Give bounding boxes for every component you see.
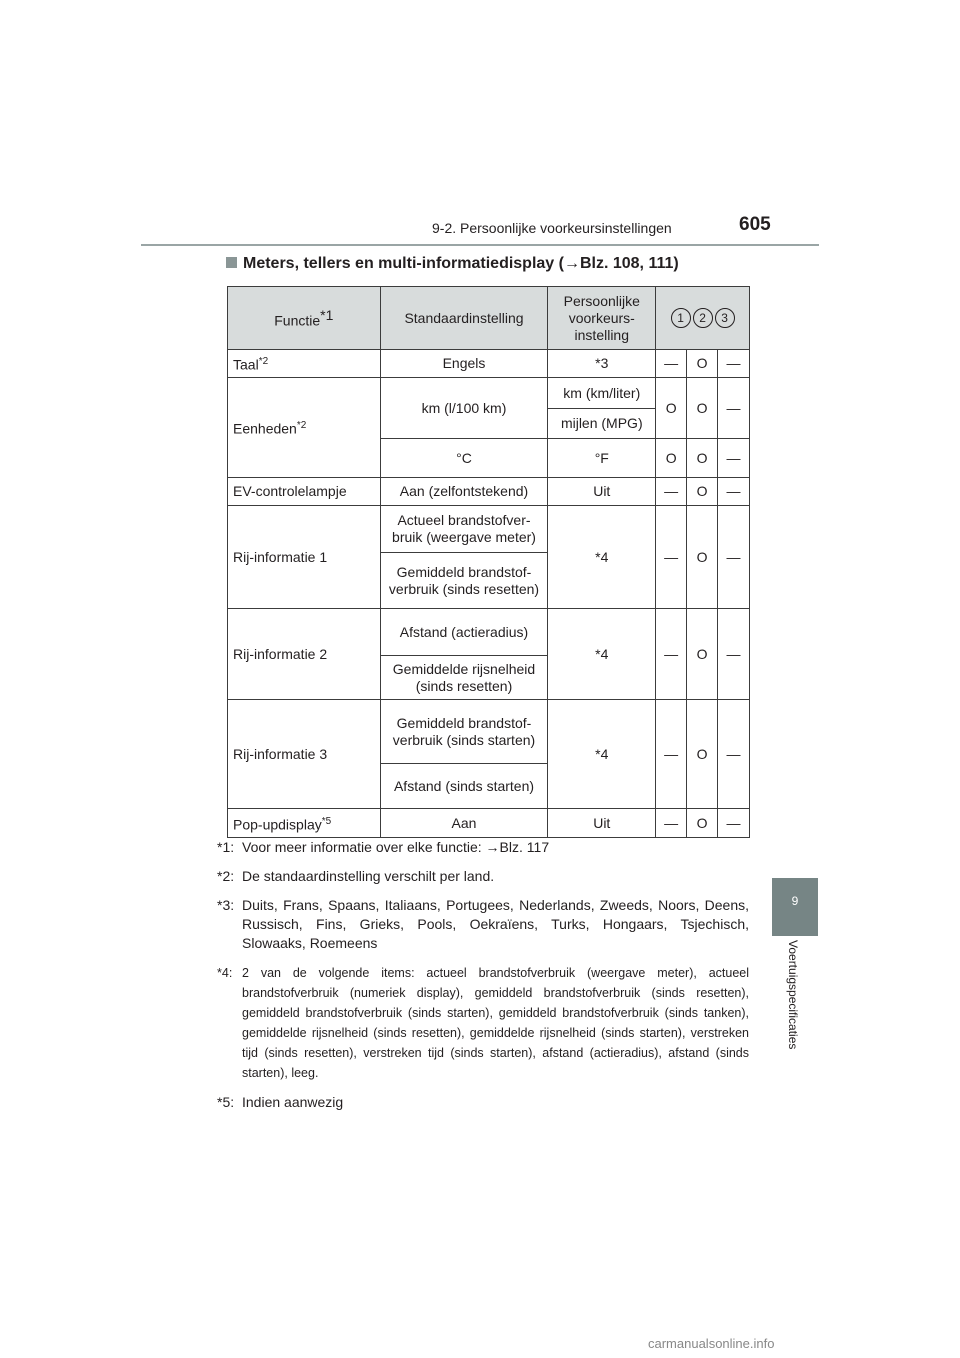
col-function: Functie$^{*1}$ — [228, 287, 381, 350]
page-number: 605 — [739, 214, 771, 235]
footnotes — [217, 838, 749, 1122]
table-row: Pop-updisplay$^{*5}$ Aan Uit — O — — [228, 809, 750, 838]
footnote-2: *2: De standaardinstelling verschilt per land. — [217, 868, 495, 884]
table-row: Rij-informatie 1 Actueel brandstofver-bruik (weergave meter) *4 — O — — [228, 506, 750, 553]
table-row: mijlen (MPG) — [228, 409, 750, 439]
circle-3-icon: 3 — [715, 308, 735, 328]
col-default: Standaardinstelling — [380, 287, 548, 350]
circle-1-icon: 1 — [671, 308, 691, 328]
chapter-label-wrap — [782, 940, 808, 1080]
table-row: EV-controlelampje Aan (zelfontstekend) Uit — O — — [228, 478, 750, 506]
col-custom: Persoonlijke voorkeurs-instelling — [548, 287, 656, 350]
chapter-tab[interactable]: 9 — [772, 878, 818, 936]
chapter-label: Voertuigspecificaties — [786, 940, 800, 1050]
section-title-text: Meters, tellers en multi-informatiedisplay (→Blz. 108, 111) — [243, 255, 679, 272]
table-row: Rij-informatie 3 Gemiddeld brandstof-verbruik (sinds starten) *4 — O — — [228, 700, 750, 764]
table-row: Taal$^{*2}$ Engels *3 — O — — [228, 350, 750, 378]
footnote-4: *4: 2 van de volgende items: actueel brandstofverbruik (weergave meter), actueel brandstofverbruik (numeriek display), gemiddeld brandstofverbruik (sinds resetten), gemiddeld brandstofverbruik (sinds starten), gemiddeld brandstofverbruik (sinds tanken), gemiddelde rijsnelheid (sinds resetten), gemiddelde rijsnelheid (sinds starten), verstreken tijd (sinds resetten), verstreken tijd (sinds starten), afstand (actieradius), afstand (sinds starten), leeg. — [217, 966, 749, 1080]
watermark: carmanualsonline.info — [648, 1336, 775, 1351]
table-row: °C °F O O — — [228, 439, 750, 478]
table-row: Eenheden$^{*2}$ km (l/100 km) km (km/liter) O O — — [228, 378, 750, 409]
footnote-1: *1: Voor meer informatie over elke functie: →Blz. 117 — [217, 839, 550, 855]
table-row: Rij-informatie 2 Afstand (actieradius) *4 — O — — [228, 609, 750, 656]
table-row: Afstand (sinds starten) — [228, 764, 750, 809]
table-row: Gemiddelde rijsnelheid (sinds resetten) — [228, 656, 750, 700]
header-divider — [141, 244, 819, 246]
table-header-row — [228, 287, 750, 350]
square-bullet-icon — [226, 257, 237, 268]
footnote-5: *5: Indien aanwezig — [217, 1094, 344, 1110]
settings-table — [227, 286, 750, 838]
footnote-3: *3: Duits, Frans, Spaans, Italiaans, Portugees, Nederlands, Zweeds, Noors, Deens, Russisch, Fins, Grieks, Pools, Oekraïens, Turks, Hongaars, Tsjechisch, Slowaaks, Roemeens — [217, 897, 749, 951]
col-context — [656, 287, 750, 350]
section-header: 9-2. Persoonlijke voorkeursinstellingen — [432, 220, 672, 236]
circle-2-icon: 2 — [693, 308, 713, 328]
table-row: Gemiddeld brandstof-verbruik (sinds resetten) — [228, 553, 750, 609]
section-title — [226, 255, 679, 273]
